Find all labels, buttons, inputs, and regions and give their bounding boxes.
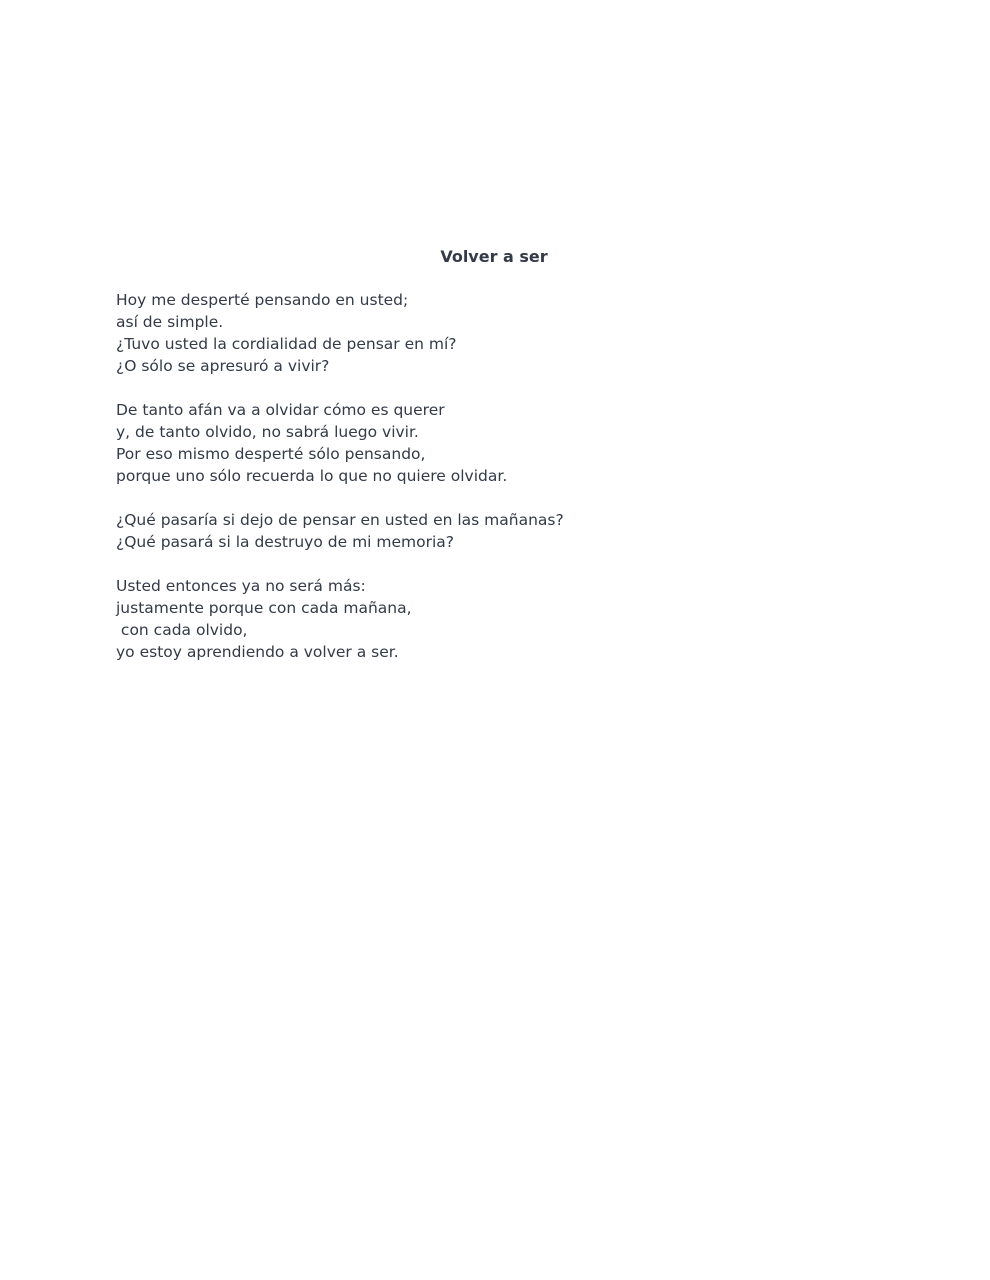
poem-body bbox=[116, 289, 916, 685]
stanza-1 bbox=[116, 289, 916, 377]
poem-line: ¿Qué pasará si la destruyo de mi memoria? bbox=[116, 533, 455, 551]
poem-line: y, de tanto olvido, no sabrá luego vivir. bbox=[116, 423, 419, 441]
stanza-3 bbox=[116, 509, 916, 553]
poem-line: ¿Tuvo usted la cordialidad de pensar en mí? bbox=[116, 335, 457, 353]
poem-line: porque uno sólo recuerda lo que no quiere olvidar. bbox=[116, 467, 508, 485]
poem-line: Hoy me desperté pensando en usted; bbox=[116, 291, 409, 309]
stanza-4 bbox=[116, 575, 916, 663]
poem-line: yo estoy aprendiendo a volver a ser. bbox=[116, 643, 399, 661]
poem-line: ¿Qué pasaría si dejo de pensar en usted en las mañanas? bbox=[116, 511, 564, 529]
poem-line: Usted entonces ya no será más: bbox=[116, 577, 366, 595]
stanza-2 bbox=[116, 399, 916, 487]
poem-title: Volver a ser bbox=[440, 247, 548, 266]
poem-line: así de simple. bbox=[116, 313, 224, 331]
poem-line: De tanto afán va a olvidar cómo es querer bbox=[116, 401, 445, 419]
poem-line: con cada olvido, bbox=[116, 621, 248, 639]
poem-line: ¿O sólo se apresuró a vivir? bbox=[116, 357, 330, 375]
poem-line: Por eso mismo desperté sólo pensando, bbox=[116, 445, 426, 463]
poem-line: justamente porque con cada mañana, bbox=[116, 599, 412, 617]
